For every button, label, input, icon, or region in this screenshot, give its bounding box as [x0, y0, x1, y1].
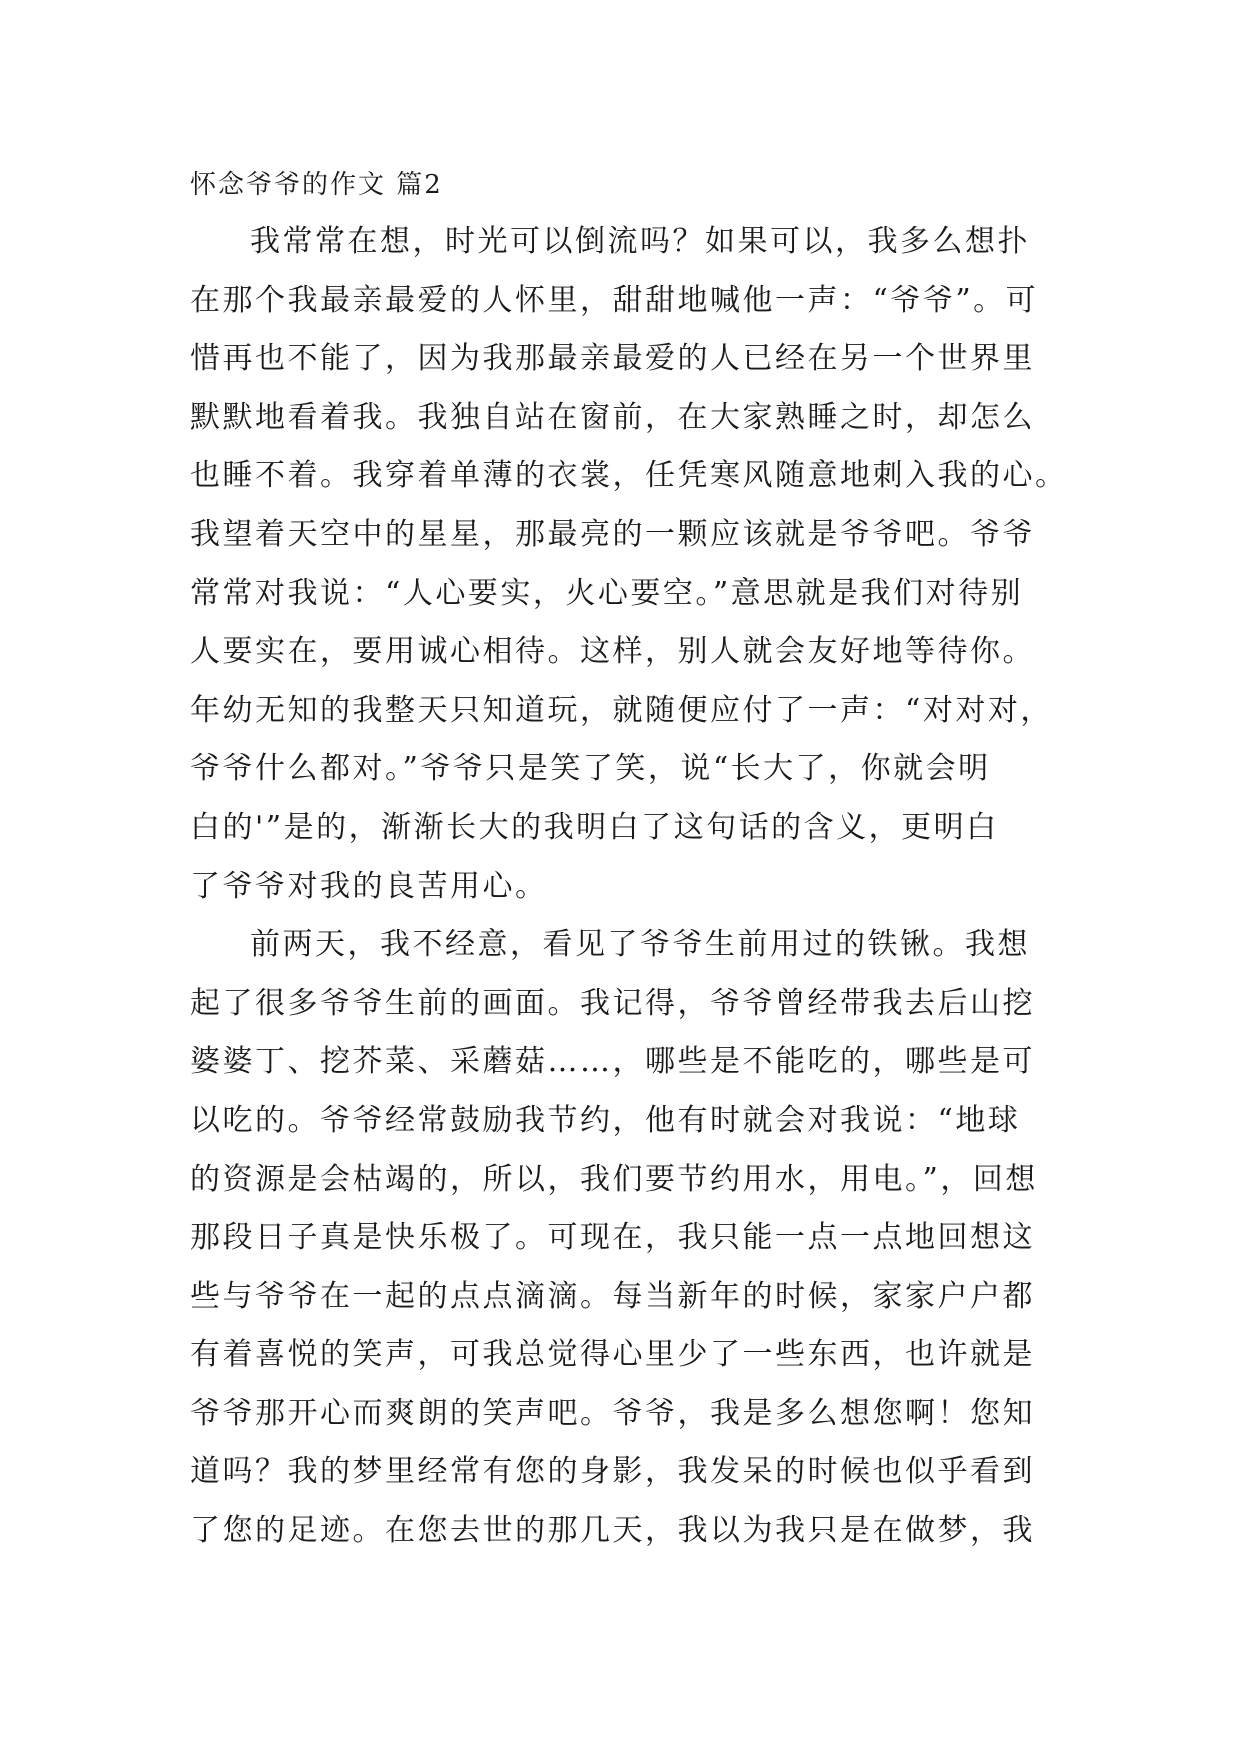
paragraph-line: 年幼无知的我整天只知道玩，就随便应付了一声：“对对对， [190, 692, 1053, 728]
paragraph-line: 前两天，我不经意，看见了爷爷生前用过的铁锹。我想 [250, 927, 1030, 963]
paragraph-line: 有着喜悦的笑声，可我总觉得心里少了一些东西，也许就是 [190, 1337, 1035, 1373]
paragraph-line: 的资源是会枯竭的，所以，我们要节约用水，用电。”，回想 [190, 1161, 1038, 1197]
paragraph-line: 爷爷那开心而爽朗的笑声吧。爷爷，我是多么想您啊！您知 [190, 1395, 1035, 1431]
paragraph-line: 惜再也不能了，因为我那最亲最爱的人已经在另一个世界里 [190, 341, 1035, 377]
paragraph-line: 爷爷什么都对。”爷爷只是笑了笑，说“长大了，你就会明 [190, 751, 991, 787]
paragraph-line: 那段日子真是快乐极了。可现在，我只能一点一点地回想这 [190, 1220, 1035, 1256]
document-body [190, 165, 1090, 1561]
paragraph-line: 起了很多爷爷生前的画面。我记得，爷爷曾经带我去后山挖 [190, 985, 1035, 1021]
paragraph-2 [190, 916, 1090, 1561]
paragraph-1 [190, 213, 1090, 916]
paragraph-line: 道吗？我的梦里经常有您的身影，我发呆的时候也似乎看到 [190, 1454, 1035, 1490]
document-title: 怀念爷爷的作文 篇2 [190, 170, 443, 200]
paragraph-line: 以吃的。爷爷经常鼓励我节约，他有时就会对我说：“地球 [190, 1102, 1021, 1138]
paragraph-line: 些与爷爷在一起的点点滴滴。每当新年的时候，家家户户都 [190, 1278, 1035, 1314]
paragraph-line: 默默地看着我。我独自站在窗前，在大家熟睡之时，却怎么 [190, 399, 1035, 435]
paragraph-line: 婆婆丁、挖芥菜、采蘑菇……，哪些是不能吃的，哪些是可 [190, 1044, 1035, 1080]
paragraph-line: 常常对我说：“人心要实，火心要空。”意思就是我们对待别 [190, 575, 1024, 611]
paragraph-line: 也睡不着。我穿着单薄的衣裳，任凭寒风随意地刺入我的心。 [190, 458, 1068, 494]
paragraph-line: 了您的足迹。在您去世的那几天，我以为我只是在做梦，我 [190, 1513, 1035, 1549]
paragraph-line: 了爷爷对我的良苦用心。 [190, 868, 548, 904]
paragraph-line: 人要实在，要用诚心相待。这样，别人就会友好地等待你。 [190, 634, 1035, 670]
paragraph-line: 在那个我最亲最爱的人怀里，甜甜地喊他一声：“爷爷”。可 [190, 282, 1039, 318]
paragraph-line: 我望着天空中的星星，那最亮的一颗应该就是爷爷吧。爷爷 [190, 516, 1035, 552]
paragraph-line: 我常常在想，时光可以倒流吗？如果可以，我多么想扑 [250, 224, 1030, 259]
paragraph-line: 白的'”是的，渐渐长大的我明白了这句话的含义，更明白 [190, 809, 999, 845]
